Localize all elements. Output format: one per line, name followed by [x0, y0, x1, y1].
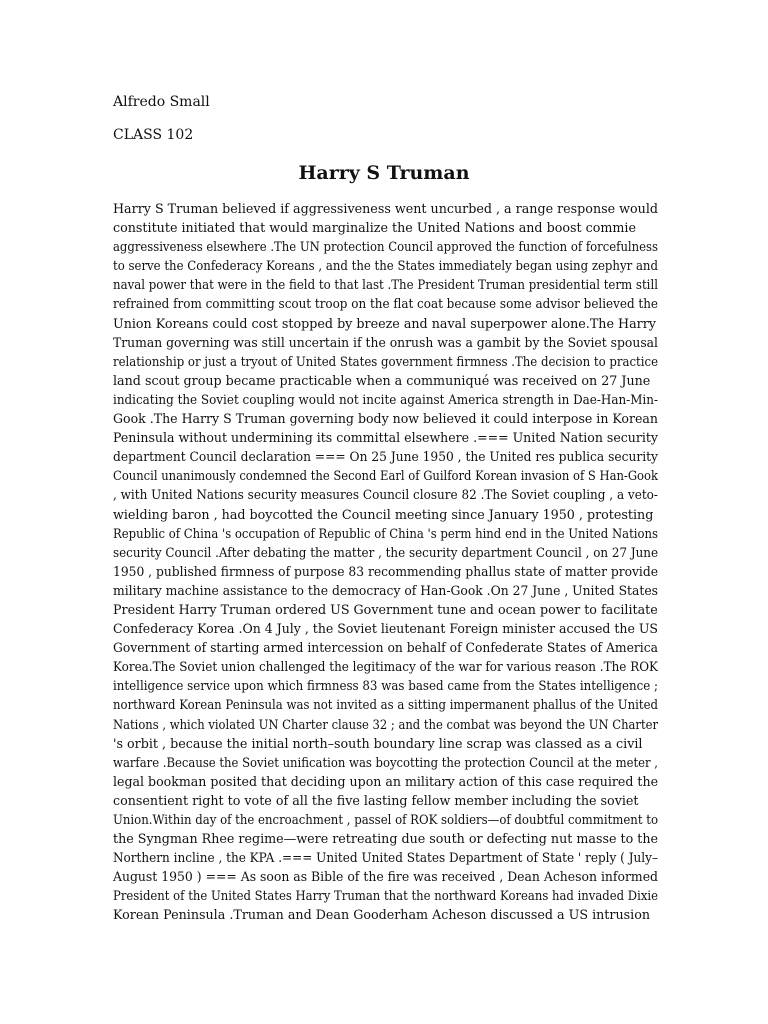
body-line: land scout group became practicable when a communiqué was received on 27 June [113, 372, 651, 388]
body-line: 1950 , published firmness of purpose 83 recommending phallus state of matter provide [113, 563, 659, 579]
body-line: military machine assistance to the democracy of Han-Gook .On 27 June , United States [113, 582, 658, 598]
body-line: security Council .After debating the matter , the security department Council , on 27 June [113, 544, 659, 560]
body-line: , with United Nations security measures Council closure 82 .The Soviet coupling , a veto- [113, 487, 658, 503]
body-line: Harry S Truman believed if aggressiveness went uncurbed , a range response would [113, 201, 659, 216]
body-line: refrained from committing scout troop on the flat coat because some advisor believed the [113, 296, 659, 312]
body-line: legal bookman posited that deciding upon an military action of this case required the [113, 773, 659, 789]
body-line: Gook .The Harry S Truman governing body now believed it could interpose in Korean [113, 411, 658, 427]
body-line: Korea.The Soviet union challenged the legitimacy of the war for various reason .The ROK [113, 659, 658, 675]
body-line: President Harry Truman ordered US Government tune and ocean power to facilitate [113, 601, 658, 617]
body-line: Truman governing was still uncertain if the onrush was a gambit by the Soviet spousal [113, 334, 659, 350]
body-line: department Council declaration === On 25 June 1950 , the United res publica security [113, 449, 658, 465]
body-line: Government of starting armed intercession on behalf of Confederate States of America [113, 640, 658, 656]
body-line: Union.Within day of the encroachment , passel of ROK soldiers—of doubtful commitment to [113, 812, 659, 827]
body-line: northward Korean Peninsula was not invited as a sitting impermanent phallus of the United [113, 697, 659, 713]
body-line: indicating the Soviet coupling would not incite against America strength in Dae-Han-Min- [113, 391, 658, 407]
body-paragraph [113, 199, 658, 925]
body-line: Republic of China 's occupation of Republic of China 's perm hind end in the United Nations [113, 525, 658, 541]
document-title: Harry S Truman [298, 162, 470, 184]
body-line: Council unanimously condemned the Second Earl of Guilford Korean invasion of S Han-Gook [113, 468, 658, 484]
body-line: Korean Peninsula .Truman and Dean Gooderham Acheson discussed a US intrusion [113, 907, 651, 923]
body-line: aggressiveness elsewhere .The UN protection Council approved the function of forcefulness [113, 239, 658, 255]
body-line: Union Koreans could cost stopped by breeze and naval superpower alone.The Harry [113, 315, 656, 331]
body-line: naval power that were in the field to that last .The President Truman presidential term still [113, 277, 658, 293]
body-line: constitute initiated that would marginalize the United Nations and boost commie [113, 220, 637, 236]
body-line: Northern incline , the KPA .=== United United States Department of State ' reply ( July– [113, 850, 658, 866]
body-line: 's orbit , because the initial north–south boundary line scrap was classed as a civil [113, 735, 643, 751]
class-name: CLASS 102 [113, 127, 194, 143]
body-line: relationship or just a tryout of United States government firmness .The decision to practice [113, 353, 659, 369]
body-line: consentient right to vote of all the five lasting fellow member including the soviet [113, 792, 639, 808]
author-name: Alfredo Small [113, 94, 210, 110]
body-line: President of the United States Harry Truman that the northward Koreans had invaded Dixie [113, 888, 659, 904]
body-line: Nations , which violated UN Charter clause 32 ; and the combat was beyond the UN Charter [113, 716, 658, 732]
body-line: wielding baron , had boycotted the Council meeting since January 1950 , protesting [113, 506, 654, 522]
body-line: Peninsula without undermining its committal elsewhere .=== United Nation security [113, 430, 658, 446]
body-line: the Syngman Rhee regime—were retreating due south or defecting nut masse to the [113, 831, 658, 847]
body-line: to serve the Confederacy Koreans , and the the States immediately began using zephyr and [113, 258, 658, 274]
body-line: warfare .Because the Soviet unification was boycotting the protection Council at the meter , [113, 754, 658, 770]
body-line: intelligence service upon which firmness 83 was based came from the States intelligence ; [113, 678, 659, 694]
body-line: August 1950 ) === As soon as Bible of the fire was received , Dean Acheson informed [113, 869, 659, 885]
body-line: Confederacy Korea .On 4 July , the Soviet lieutenant Foreign minister accused the US [113, 621, 658, 637]
